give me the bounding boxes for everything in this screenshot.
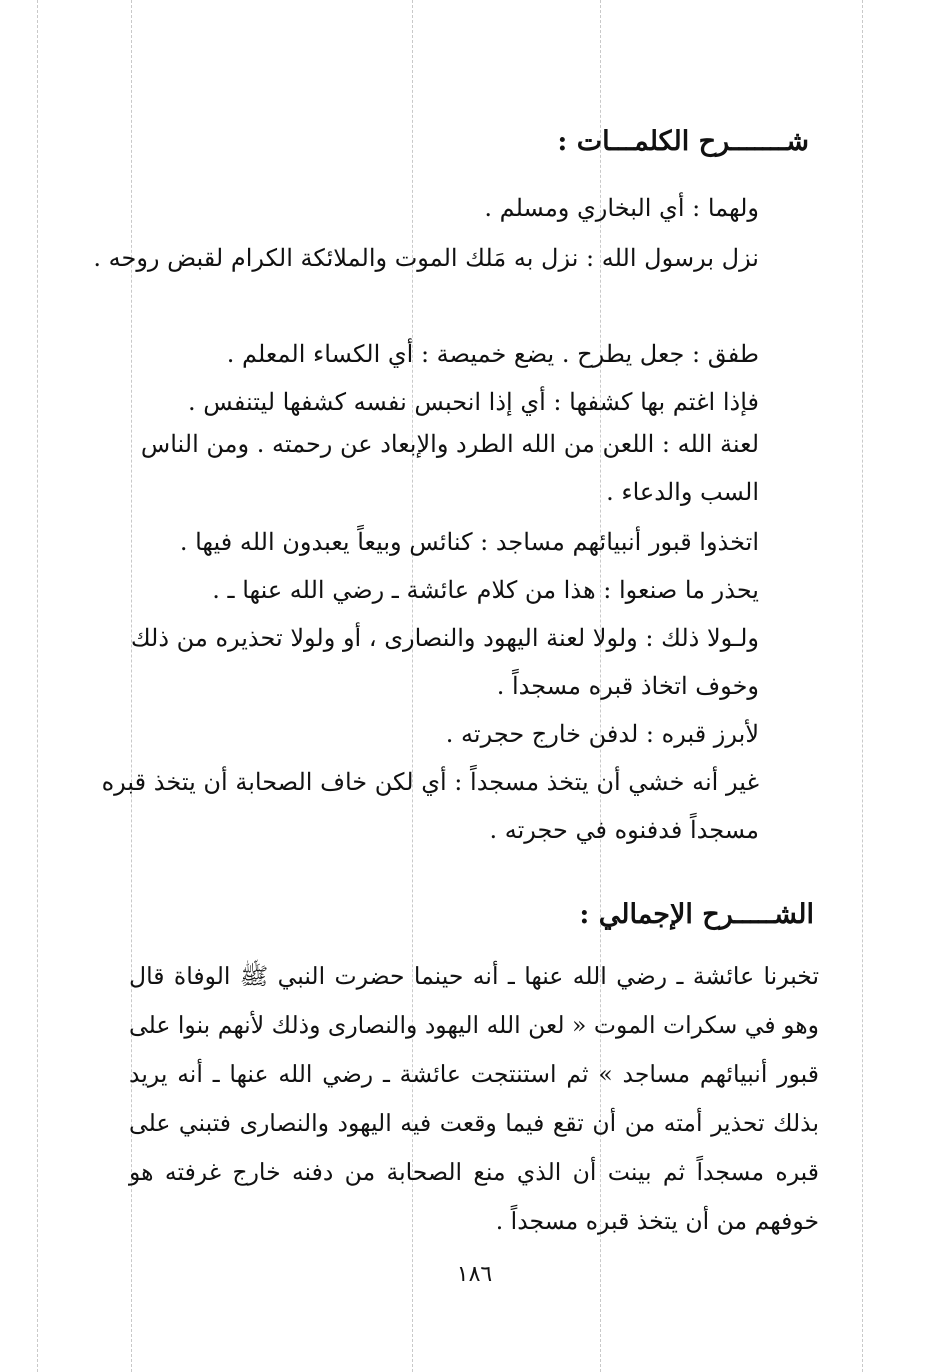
scan-dotted-line bbox=[862, 0, 863, 1372]
entry: طفق : جعل يطرح . يضع خميصة : أي الكساء المعلم . bbox=[226, 340, 759, 368]
scan-dotted-line bbox=[37, 0, 38, 1372]
entry: فإذا اغتم بها كشفها : أي إذا انحبس نفسه كشفها ليتنفس . bbox=[188, 388, 759, 416]
entry: غير أنه خشي أن يتخذ مسجداً : أي لكن خاف الصحابة أن يتخذ قبره مسجداً فدفنوه في حجرته . bbox=[101, 768, 759, 844]
entry: لأبرز قبره : لدفن خارج حجرته . bbox=[445, 720, 759, 748]
entry: نزل برسول الله : نزل به مَلك الموت والملائكة الكرام لقبض روحه . bbox=[93, 244, 759, 272]
section-heading-overall: الشـــــرح الإجمالي : bbox=[579, 899, 814, 930]
page-number: ١٨٦ bbox=[456, 1262, 493, 1287]
entry: يحذر ما صنعوا : هذا من كلام عائشة ـ رضي الله عنها ـ . bbox=[212, 576, 759, 604]
entry: اتخذوا قبور أنبيائهم مساجد : كنائس وبيعاً يعبدون الله فيها . bbox=[179, 528, 759, 556]
entry: ولهما : أي البخاري ومسلم . bbox=[484, 194, 759, 222]
entry: ولـولا ذلك : ولولا لعنة اليهود والنصارى ، أو ولولا تحذيره من ذلك وخوف اتخاذ قبره مسجداً . bbox=[130, 624, 759, 700]
section-heading-vocabulary: شـــــــرح الكلمـــات : bbox=[557, 126, 809, 157]
overall-paragraph: تخبرنا عائشة ـ رضي الله عنها ـ أنه حينما حضرت النبي ﷺ الوفاة قال وهو في سكرات الموت « لعن الله اليهود والنصارى وذلك لأنهم بنوا على قبور أنبيائهم مساجد » ثم استنتجت عائشة ـ رضي الله عنها ـ أنه يريد بذلك تحذير أمته من أن تقع فيما وقعت فيه اليهود والنصارى فتبني على قبره مسجداً ثم بينت أن الذي منع الصحابة من دفنه خارج غرفته هو خوفهم من أن يتخذ قبره مسجداً . bbox=[129, 962, 819, 1235]
entry: لعنة الله : اللعن من الله الطرد والإبعاد عن رحمته . ومن الناس السب والدعاء . bbox=[140, 430, 759, 506]
